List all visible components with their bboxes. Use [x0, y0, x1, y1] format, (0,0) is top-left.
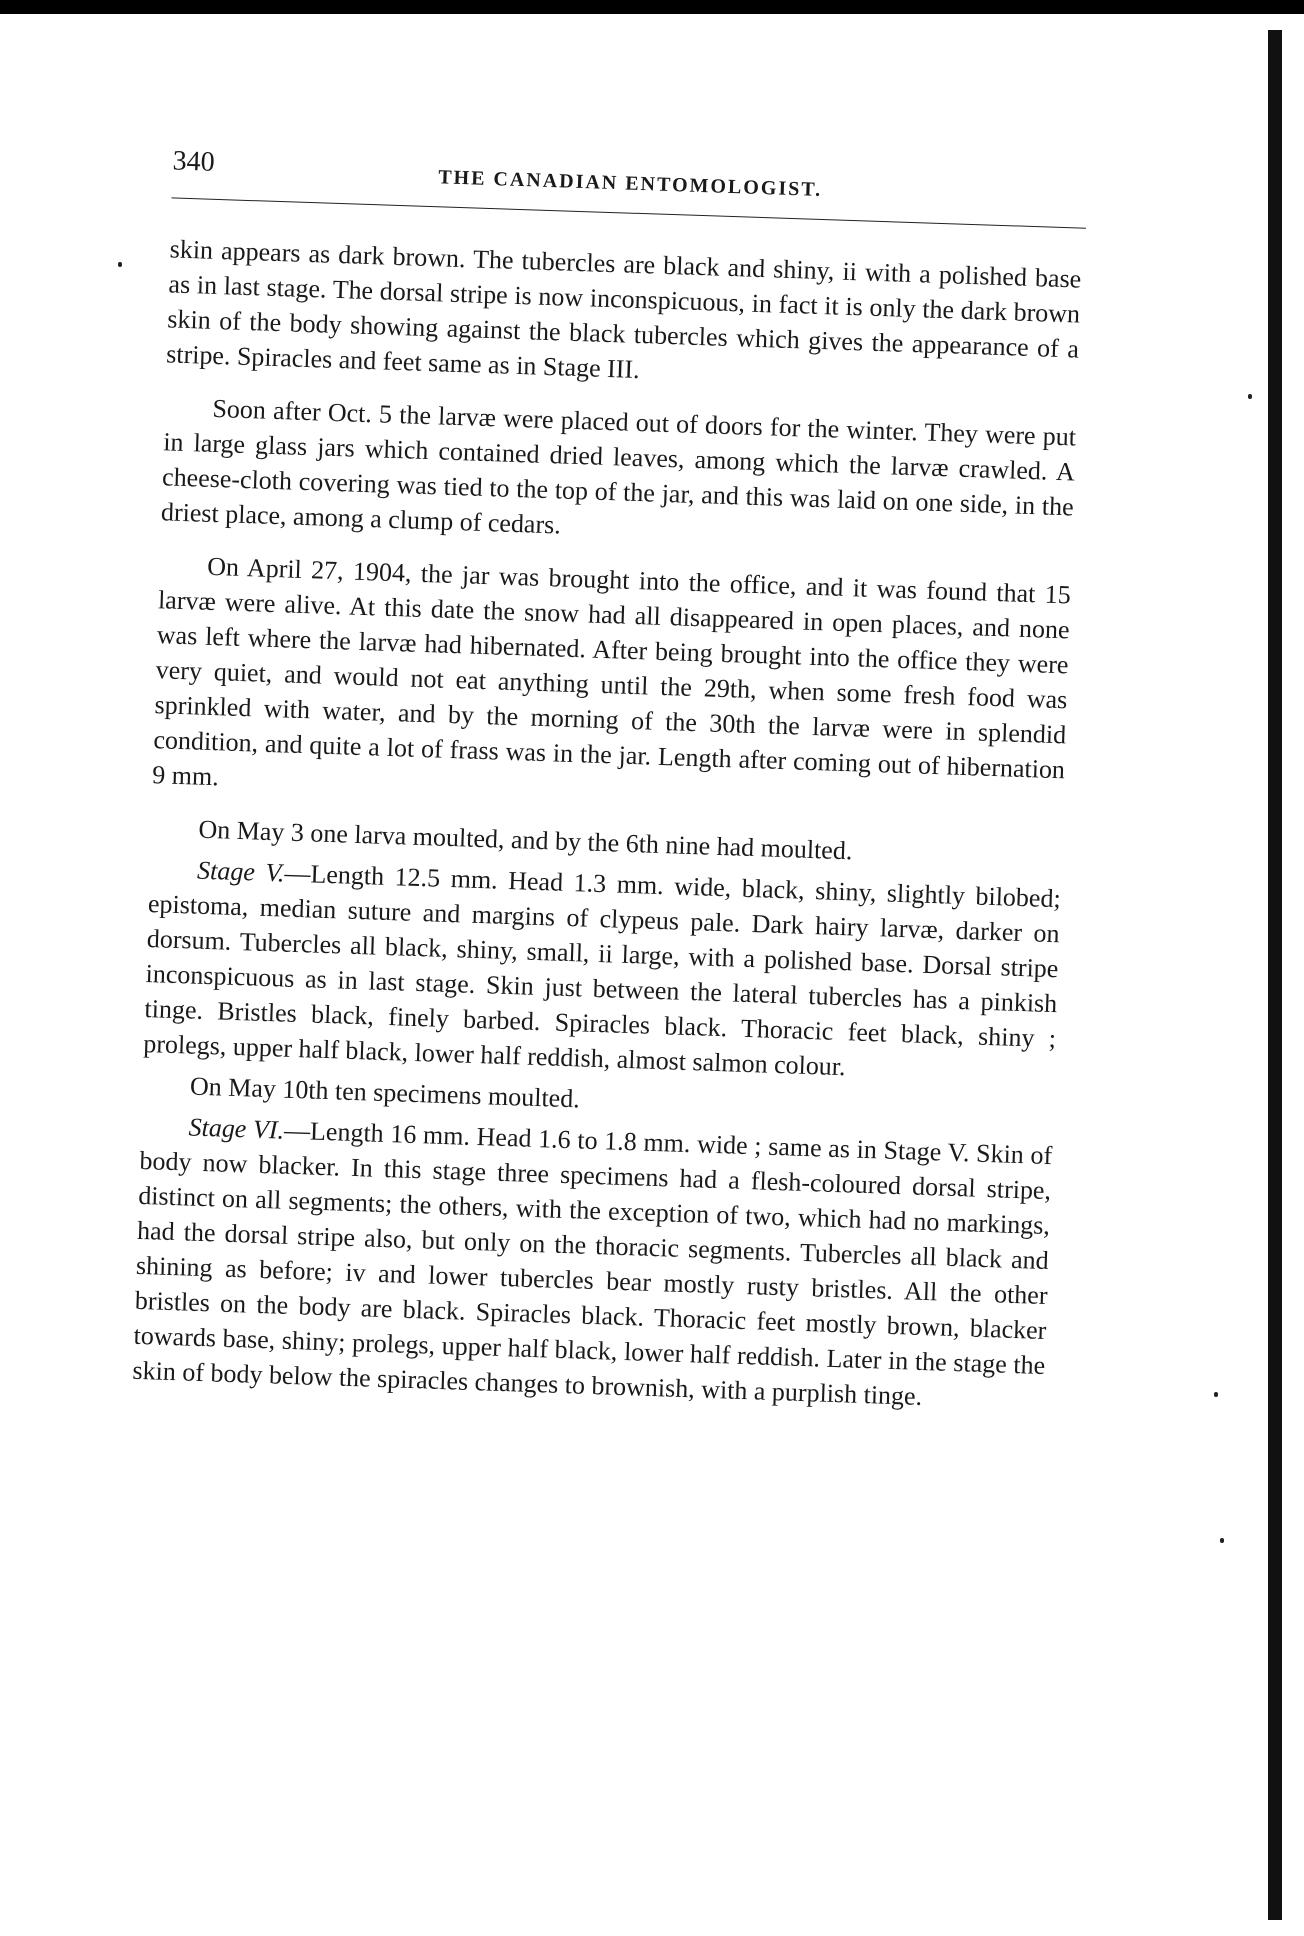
- book-page: [128, 120, 1110, 1411]
- body-text: [131, 231, 1081, 1436]
- paragraph-text: —Length 12.5 mm. Head 1.3 mm. wide, black, shiny, slightly bilobed; epistoma, median suture and margins of clypeus pale. Dark hairy larvæ, darker on dorsum. Tubercles all black, shiny, small, ii large, with a polished base. Dorsal stripe inconspicuous as in last stage. Skin just between the lateral tubercles has a pinkish tinge. Bristles black, finely barbed. Spiracles black. Thoracic feet black, shiny ; prolegs, upper half black, lower half reddish, almost salmon colour.: [142, 858, 1062, 1082]
- paragraph-continued: [166, 231, 1082, 401]
- header-rule: [171, 197, 1086, 228]
- paragraph-text: skin appears as dark brown. The tubercles are black and shiny, ii with a polished base as in last stage. The dorsal stripe is now inconspicuous, in fact it is only the dark brown skin of the body showing against the black tubercles which gives the appearance of a stripe. Spiracles and feet same as in Stage III.: [165, 234, 1082, 385]
- paragraph-text: Soon after Oct. 5 the larvæ were placed out of doors for the winter. They were put in large glass jars which contained dried leaves, among which the larvæ crawled. A cheese-cloth covering was tied to the top of the jar, and this was laid on one side, in the driest place, among a clump of cedars.: [160, 393, 1077, 540]
- paragraph-text: On April 27, 1904, the jar was brought into the office, and it was found that 15 larvæ were alive. At this date the snow had all disappeared in open places, and none was left where the larvæ had hibernated. After being brought into the office they were very quiet, and would not eat anything until the 29th, when some fresh food was sprinkled with water, and by the morning of the 30th the larvæ were in splendid condition, and quite a lot of frass was in the jar. Length after coming out of hibernation 9 mm.: [151, 551, 1072, 792]
- scan-speck: [1248, 394, 1252, 399]
- scan-speck: [1214, 1392, 1218, 1397]
- paragraph-winter: [160, 389, 1076, 559]
- paragraph-stage-vi: [132, 1108, 1053, 1418]
- paragraph-text: —Length 16 mm. Head 1.6 to 1.8 mm. wide ; same as in Stage V. Skin of body now blacker. In this stage three specimens had a flesh-coloured dorsal stripe, distinct on all segments; the others, with the exception of two, which had no markings, had the dorsal stripe also, but only on the thoracic segments. Tubercles all black and shining as before; iv and lower tubercles bear mostly rusty bristles. All the other bristles on the body are black. Spiracles black. Thoracic feet mostly brown, blacker towards base, shiny; prolegs, upper half black, lower half reddish. Later in the stage the skin of body below the spiracles changes to brownish, with a purplish tinge.: [132, 1115, 1053, 1411]
- scan-speck: [1220, 1538, 1224, 1543]
- stage-label: Stage VI.: [188, 1112, 285, 1145]
- scan-binding-edge: [1268, 30, 1282, 1920]
- page-header: [128, 120, 1110, 222]
- paragraph-stage-v: [143, 851, 1061, 1091]
- paragraph-text: On May 10th ten specimens moulted.: [189, 1071, 581, 1114]
- stage-label: Stage V.: [196, 855, 286, 888]
- page-number: 340: [172, 145, 216, 178]
- paragraph-text: On May 3 one larva moulted, and by the 6th nine had moulted.: [198, 814, 853, 866]
- running-title: THE CANADIAN ENTOMOLOGIST.: [437, 166, 823, 201]
- scan-speck: [118, 262, 122, 267]
- scan-top-border: [0, 0, 1304, 14]
- paragraph-april: [152, 547, 1072, 822]
